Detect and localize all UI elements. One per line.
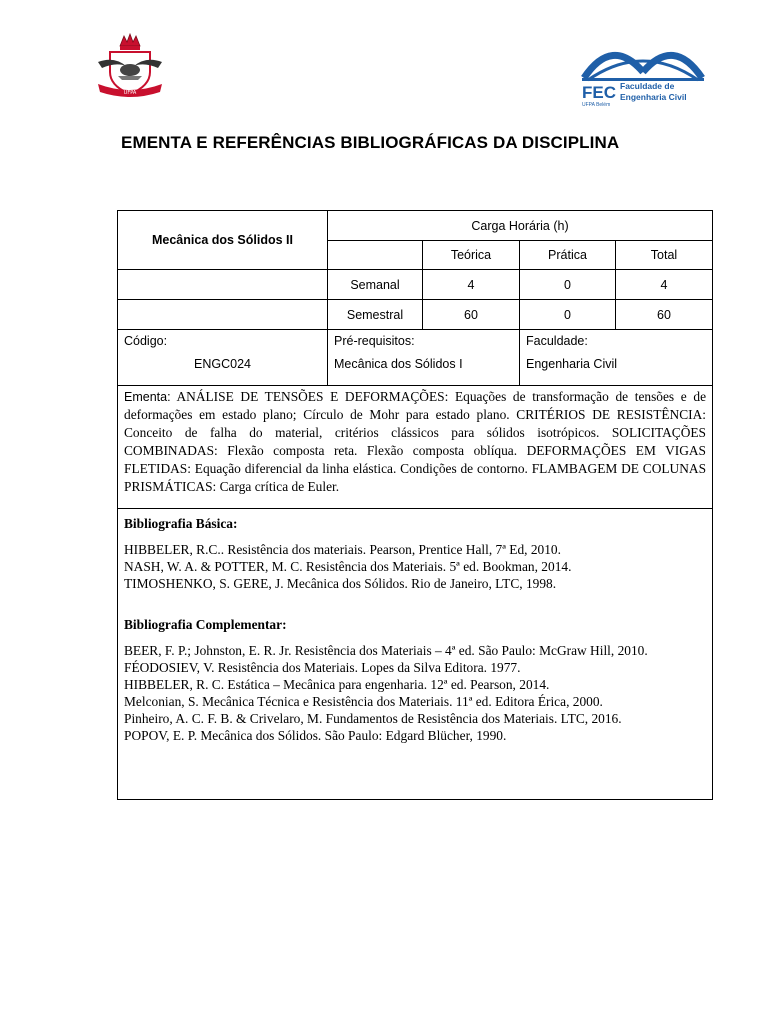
fec-name-line1: Faculdade de: [620, 81, 675, 91]
semester-theory: 60: [423, 300, 520, 330]
col-total: Total: [616, 241, 713, 270]
col-theory: Teórica: [423, 241, 520, 270]
course-name-blank-1: [118, 270, 328, 300]
course-name: Mecânica dos Sólidos II: [118, 211, 328, 270]
weekly-total: 4: [616, 270, 713, 300]
workload-empty-cell: [328, 241, 423, 270]
syllabus-table: [117, 210, 713, 800]
code-label: Código:: [124, 334, 168, 348]
code-value: ENGC024: [194, 357, 251, 371]
basic-ref: NASH, W. A. & POTTER, M. C. Resistência dos Materiais. 5ª ed. Bookman, 2014.: [124, 559, 572, 574]
complementary-ref: BEER, F. P.; Johnston, E. R. Jr. Resistência dos Materiais – 4ª ed. São Paulo: McGraw Hill, 2010.: [124, 643, 648, 658]
semester-total: 60: [616, 300, 713, 330]
prereq-label: Pré-requisitos:: [334, 334, 415, 348]
code-cell: [118, 330, 328, 386]
row-semester-label: Semestral: [328, 300, 423, 330]
ufpa-logo: [94, 32, 166, 106]
basic-bibliography-title: Bibliografia Básica:: [124, 516, 238, 531]
prereq-cell: [328, 330, 520, 386]
page-title: EMENTA E REFERÊNCIAS BIBLIOGRÁFICAS DA DISCIPLINA: [121, 133, 620, 152]
complementary-bibliography-title: Bibliografia Complementar:: [124, 617, 287, 632]
course-name-blank-2: [118, 300, 328, 330]
ufpa-logo-ribbon-text: UFPA: [123, 90, 137, 96]
fec-acronym: FEC: [582, 83, 616, 102]
ementa-text: ANÁLISE DE TENSÕES E DEFORMAÇÕES: Equações de transformação de tensões e de deformações em estado plano; Círculo de Mohr para estado plano. CRITÉRIOS DE RESISTÊNCIA: Conceito de falha do material, critérios clássicos para sólidos isotrópicos. SOLICITAÇÕES COMBINADAS: Flexão composta reta. Flexão composta oblíqua. DEFORMAÇÕES EM VIGAS FLETIDAS: Equação diferencial da linha elástica. Condições de contorno. FLAMBAGEM DE COLUNAS PRISMÁTICAS: Carga crítica de Euler.: [124, 389, 707, 494]
faculty-value: Engenharia Civil: [526, 357, 618, 371]
fec-logo: [580, 36, 706, 108]
complementary-ref: FÉODOSIEV, V. Resistência dos Materiais. Lopes da Silva Editora. 1977.: [124, 660, 521, 675]
complementary-ref: HIBBELER, R. C. Estática – Mecânica para engenharia. 12ª ed. Pearson, 2014.: [124, 677, 550, 692]
complementary-ref: POPOV, E. P. Mecânica dos Sólidos. São Paulo: Edgard Blücher, 1990.: [124, 728, 507, 743]
semester-practice: 0: [520, 300, 616, 330]
fec-subtitle: UFPA Belém: [582, 102, 611, 108]
prereq-value: Mecânica dos Sólidos I: [334, 357, 463, 371]
complementary-ref: Pinheiro, A. C. F. B. & Crivelaro, M. Fundamentos de Resistência dos Materiais. LTC, 2016.: [124, 711, 622, 726]
basic-ref: HIBBELER, R.C.. Resistência dos materiais. Pearson, Prentice Hall, 7ª Ed, 2010.: [124, 542, 561, 557]
ementa-cell: [118, 386, 713, 509]
ementa-label: Ementa:: [124, 390, 171, 404]
basic-ref: TIMOSHENKO, S. GERE, J. Mecânica dos Sólidos. Rio de Janeiro, LTC, 1998.: [124, 576, 557, 591]
faculty-label: Faculdade:: [526, 334, 588, 348]
col-practice: Prática: [520, 241, 616, 270]
bibliography-cell: [118, 509, 713, 800]
faculty-cell: [520, 330, 713, 386]
workload-title: Carga Horária (h): [328, 211, 713, 241]
row-weekly-label: Semanal: [328, 270, 423, 300]
fec-name-line2: Engenharia Civil: [620, 92, 687, 102]
weekly-practice: 0: [520, 270, 616, 300]
complementary-ref: Melconian, S. Mecânica Técnica e Resistência dos Materiais. 11ª ed. Editora Érica, 2000.: [124, 694, 603, 709]
weekly-theory: 4: [423, 270, 520, 300]
